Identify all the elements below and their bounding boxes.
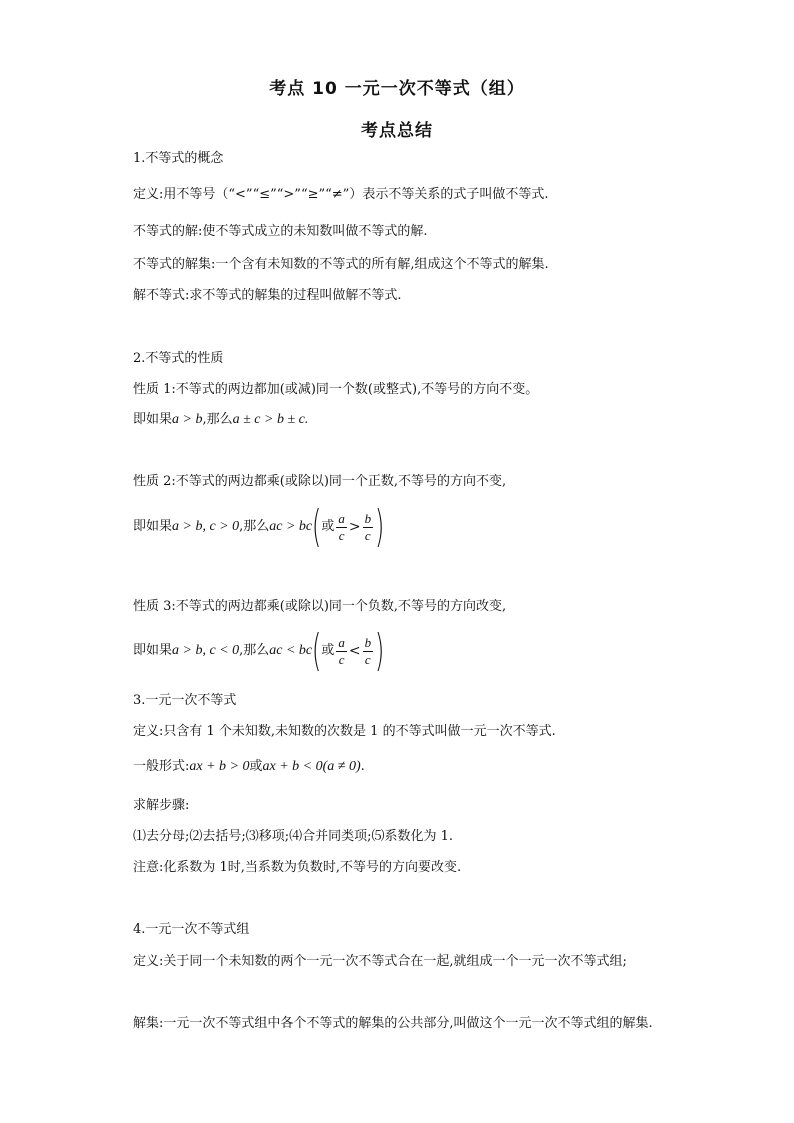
property-2-formula (133, 501, 385, 552)
relation-symbol: < (348, 643, 361, 659)
right-paren: ) (374, 625, 385, 676)
solving-note: 注意:化系数为 1时,当系数为负数时,不等号的方向要改变. (133, 860, 462, 875)
denominator: c (364, 651, 371, 667)
condition-math: a > b (172, 412, 203, 427)
if-text: 即如果 (133, 519, 173, 534)
definition-prefix: 定义:用不等号（ (133, 187, 229, 202)
if-text: 即如果 (133, 412, 173, 427)
section-1-heading: 1.不等式的概念 (133, 151, 224, 166)
period: . (360, 759, 365, 774)
general-form-math-b: ax + b < 0(a ≠ 0) (262, 759, 361, 774)
denominator: c (364, 527, 371, 543)
inequality-system-definition: 定义:关于同一个未知数的两个一元一次不等式合在一起,就组成一个一元一次不等式组; (133, 954, 627, 969)
if-text: 即如果 (133, 643, 173, 658)
fraction-b-over-c (363, 511, 374, 544)
numerator: a (338, 634, 345, 650)
solution-definition: 不等式的解:使不等式成立的未知数叫做不等式的解. (133, 224, 428, 239)
denominator: c (338, 651, 345, 667)
property-1: 性质 1:不等式的两边都加(或减)同一个数(或整式),不等号的方向不变。 (133, 382, 539, 397)
left-paren: ( (312, 501, 322, 552)
numerator: b (364, 634, 372, 650)
result-math: ac > bc (269, 519, 313, 534)
or-text: 或 (249, 759, 263, 774)
general-form (133, 758, 365, 776)
general-form-math-a: ax + b > 0 (189, 759, 250, 774)
numerator: a (338, 510, 345, 526)
solving-definition: 解不等式:求不等式的解集的过程叫做解不等式. (133, 288, 402, 303)
section-4-heading: 4.一元一次不等式组 (133, 922, 250, 937)
solving-steps-label: 求解步骤: (133, 798, 190, 813)
definition-suffix: ）表示不等关系的式子叫做不等式. (349, 187, 549, 202)
relation-symbol: > (348, 519, 361, 535)
denominator: c (338, 527, 345, 543)
inequality-symbols: “<”“≤”“>”“≥”“≠” (228, 187, 350, 202)
property-3: 性质 3:不等式的两边都乘(或除以)同一个负数,不等号的方向改变, (133, 599, 507, 614)
result-math: a ± c > b ± c. (232, 412, 309, 427)
solving-steps: ⑴去分母;⑵去括号;⑶移项;⑷合并同类项;⑸系数化为 1. (133, 829, 454, 844)
fraction-b-over-c (363, 635, 374, 668)
right-paren: ) (374, 501, 385, 552)
then-text: ,那么 (202, 412, 233, 427)
result-math: ac < bc (269, 643, 313, 658)
page-title: 考点 10 一元一次不等式（组） (269, 79, 525, 99)
numerator: b (364, 510, 372, 526)
fraction-a-over-c (336, 635, 347, 668)
section-2-heading: 2.不等式的性质 (133, 351, 224, 366)
property-2: 性质 2:不等式的两边都乘(或除以)同一个正数,不等号的方向不变, (133, 474, 507, 489)
then-text: ,那么 (239, 519, 270, 534)
linear-inequality-definition: 定义:只含有 1 个未知数,未知数的次数是 1 的不等式叫做一元一次不等式. (133, 724, 556, 739)
section-3-heading: 3.一元一次不等式 (133, 693, 237, 708)
inequality-system-solution-set: 解集:一元一次不等式组中各个不等式的解集的公共部分,叫做这个一元一次不等式组的解集. (133, 1016, 653, 1031)
or-text: 或 (321, 643, 335, 658)
property-1-formula (133, 411, 308, 429)
solution-set-definition: 不等式的解集:一个含有未知数的不等式的所有解,组成这个不等式的解集. (133, 257, 549, 272)
or-text: 或 (321, 519, 335, 534)
section-1-definition (133, 186, 548, 204)
general-form-label: 一般形式: (133, 759, 190, 774)
then-text: ,那么 (239, 643, 270, 658)
condition-math: a > b, c < 0 (172, 643, 240, 658)
condition-math: a > b, c > 0 (172, 519, 240, 534)
property-3-formula (133, 625, 385, 676)
page-subtitle: 考点总结 (361, 121, 433, 141)
left-paren: ( (312, 625, 322, 676)
fraction-a-over-c (336, 511, 347, 544)
